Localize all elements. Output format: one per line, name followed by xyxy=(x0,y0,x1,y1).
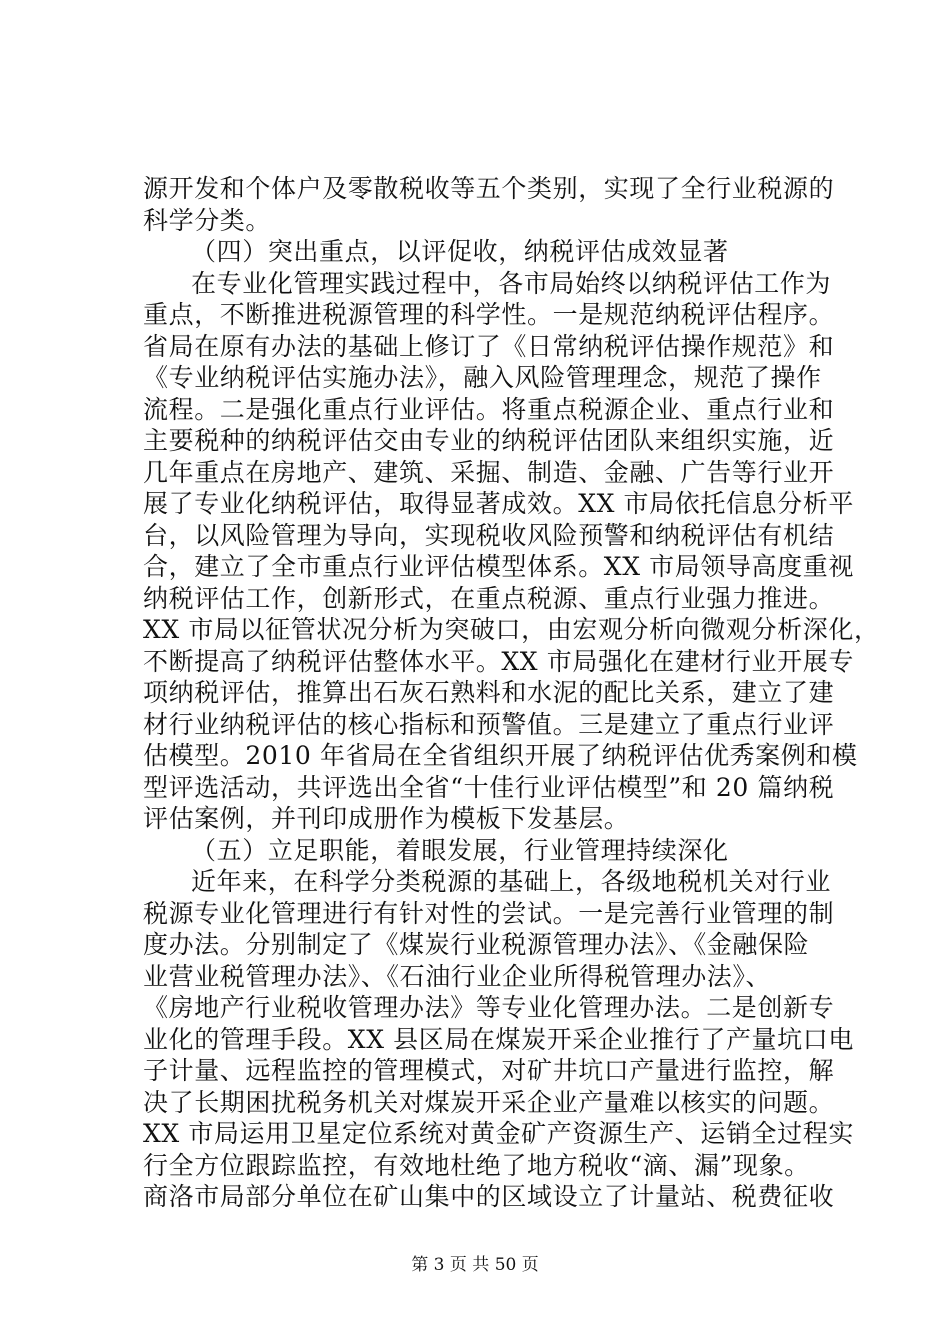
paragraph-line: 在专业化管理实践过程中，各市局始终以纳税评估工作为 xyxy=(191,268,832,298)
paragraph-line: 主要税种的纳税评估交由专业的纳税评估团队来组织实施，近 xyxy=(143,426,835,455)
section-heading: （五）立足职能，着眼发展，行业管理持续深化 xyxy=(191,835,729,865)
paragraph-line: 估模型。2010 年省局在全省组织开展了纳税评估优秀案例和模 xyxy=(143,741,858,770)
paragraph-line: 源开发和个体户及零散税收等五个类别，实现了全行业税源的 xyxy=(143,174,835,203)
paragraph-line: 不断提高了纳税评估整体水平。XX 市局强化在建材行业开展专 xyxy=(143,646,854,676)
paragraph-line: 几年重点在房地产、建筑、采掘、制造、金融、广告等行业开 xyxy=(143,457,835,487)
paragraph-line: 商洛市局部分单位在矿山集中的区域设立了计量站、税费征收 xyxy=(143,1182,835,1211)
page-number-label: 第 3 页 共 50 页 xyxy=(411,1255,539,1275)
paragraph-line: 《房地产行业税收管理办法》等专业化管理办法。二是创新专 xyxy=(143,993,835,1022)
paragraph-line: 省局在原有办法的基础上修订了《日常纳税评估操作规范》和 xyxy=(143,331,835,361)
paragraph-line: 税源专业化管理进行有针对性的尝试。一是完善行业管理的制 xyxy=(143,898,835,928)
paragraph-line: 重点，不断推进税源管理的科学性。一是规范纳税评估程序。 xyxy=(143,300,835,329)
paragraph-line: 行全方位跟踪监控，有效地杜绝了地方税收“滴、漏”现象。 xyxy=(143,1150,810,1180)
paragraph-line: 度办法。分别制定了《煤炭行业税源管理办法》、《金融保险 xyxy=(143,930,810,959)
paragraph-line: 《专业纳税评估实施办法》，融入风险管理理念，规范了操作 xyxy=(143,363,822,392)
paragraph-line: 子计量、远程监控的管理模式，对矿井坑口产量进行监控，解 xyxy=(143,1056,835,1085)
paragraph-line: 纳税评估工作，创新形式，在重点税源、重点行业强力推进。 xyxy=(143,583,835,613)
paragraph-line: 业营业税管理办法》、《石油行业企业所得税管理办法》、 xyxy=(143,961,772,991)
paragraph-line: 评估案例，并刊印成册作为模板下发基层。 xyxy=(143,804,630,833)
paragraph-line: 合，建立了全市重点行业评估模型体系。XX 市局领导高度重视 xyxy=(143,552,854,581)
paragraph-line: 材行业纳税评估的核心指标和预警值。三是建立了重点行业评 xyxy=(143,709,835,739)
paragraph-line: XX 市局以征管状况分析为突破口，由宏观分析向微观分析深化， xyxy=(143,615,880,644)
paragraph-line: 台，以风险管理为导向，实现税收风险预警和纳税评估有机结 xyxy=(143,520,835,550)
paragraph-line: 决了长期困扰税务机关对煤炭开采企业产量难以核实的问题。 xyxy=(143,1087,835,1117)
paragraph-line: 科学分类。 xyxy=(143,205,272,235)
paragraph-line: 业化的管理手段。XX 县区局在煤炭开采企业推行了产量坑口电 xyxy=(143,1024,854,1054)
paragraph-line: 近年来，在科学分类税源的基础上，各级地税机关对行业 xyxy=(191,867,832,896)
page-footer xyxy=(0,1255,950,1275)
document-body xyxy=(143,173,880,1213)
paragraph-line: 型评选活动，共评选出全省“十佳行业评估模型”和 20 篇纳税 xyxy=(143,772,835,802)
section-heading: （四）突出重点，以评促收，纳税评估成效显著 xyxy=(191,237,729,266)
paragraph-line: 项纳税评估，推算出石灰石熟料和水泥的配比关系，建立了建 xyxy=(143,678,835,707)
paragraph-line: 流程。二是强化重点行业评估。将重点税源企业、重点行业和 xyxy=(143,394,835,424)
paragraph-line: XX 市局运用卫星定位系统对黄金矿产资源生产、运销全过程实 xyxy=(143,1119,854,1148)
paragraph-line: 展了专业化纳税评估，取得显著成效。XX 市局依托信息分析平 xyxy=(143,489,854,518)
